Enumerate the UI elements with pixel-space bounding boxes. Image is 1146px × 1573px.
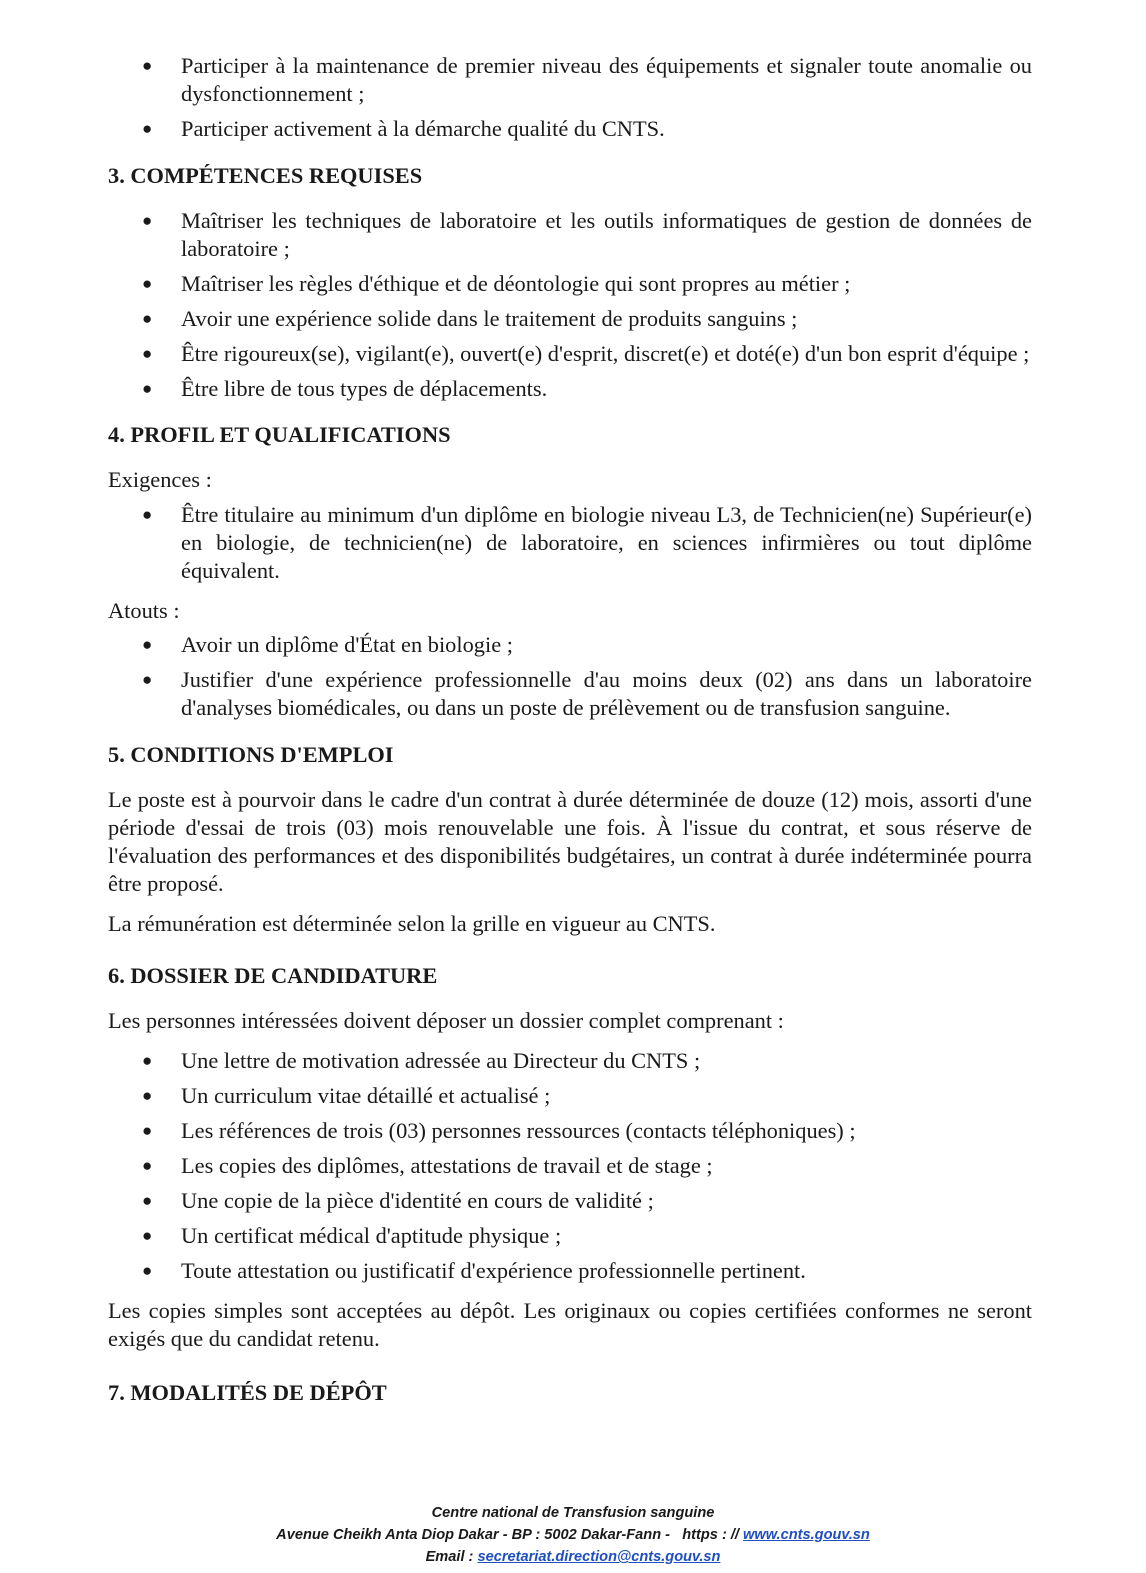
section-title-competences: 3. COMPÉTENCES REQUISES — [108, 163, 423, 188]
conditions-paragraph: Le poste est à pourvoir dans le cadre d'un contrat à durée déterminée de douze (12) mois, assorti d'une période d'essai de trois (03) mois renouvelable une fois. À l'issue du contrat, et sous réserve de l'évaluation des performances et des disponibilités budgétaires, un contrat à durée indéterminée pourra être proposé. — [108, 787, 1032, 896]
bullet-icon: ● — [142, 1261, 153, 1280]
list-item-text: Être rigoureux(se), vigilant(e), ouvert(e) d'esprit, discret(e) et doté(e) d'un bon esprit d'équipe ; — [181, 341, 1030, 366]
document-page — [108, 52, 1032, 1407]
section-title-dossier: 6. DOSSIER DE CANDIDATURE — [108, 963, 438, 988]
bullet-icon: ● — [142, 1191, 153, 1210]
list-item-text: Avoir un diplôme d'État en biologie ; — [181, 632, 513, 657]
list-item-text: Avoir une expérience solide dans le traitement de produits sanguins ; — [181, 306, 798, 331]
list-item — [142, 270, 1032, 298]
list-item — [142, 340, 1032, 368]
list-item — [142, 115, 1032, 143]
atouts-list — [108, 631, 1032, 722]
footer-email-line — [0, 1546, 1146, 1568]
list-item — [142, 501, 1032, 585]
bullet-icon: ● — [142, 379, 153, 398]
list-item-text: Une lettre de motivation adressée au Directeur du CNTS ; — [181, 1048, 701, 1073]
list-item — [142, 207, 1032, 263]
list-item-text: Les copies des diplômes, attestations de travail et de stage ; — [181, 1153, 713, 1178]
bullet-icon: ● — [142, 1051, 153, 1070]
list-item — [142, 52, 1032, 108]
list-item-text: Une copie de la pièce d'identité en cours de validité ; — [181, 1188, 654, 1213]
list-item-text: Être titulaire au minimum d'un diplôme en biologie niveau L3, de Technicien(ne) Supérieur(e) en biologie, de technicien(ne) de laboratoire, en sciences infirmières ou tout diplôme équivalent. — [181, 502, 1032, 583]
list-item — [142, 666, 1032, 722]
list-item-text: Participer activement à la démarche qualité du CNTS. — [181, 116, 665, 141]
footer-website-link[interactable]: www.cnts.gouv.sn — [743, 1527, 870, 1543]
section-title-conditions: 5. CONDITIONS D'EMPLOI — [108, 742, 394, 767]
bullet-icon: ● — [142, 1156, 153, 1175]
list-item-text: Un certificat médical d'aptitude physique ; — [181, 1223, 562, 1248]
list-item — [142, 1187, 1032, 1215]
bullet-icon: ● — [142, 635, 153, 654]
list-item-text: Justifier d'une expérience professionnelle d'au moins deux (02) ans dans un laboratoire d'analyses biomédicales, ou dans un poste de prélèvement ou de transfusion sanguine. — [181, 667, 1032, 720]
bullet-icon: ● — [142, 1086, 153, 1105]
bullet-icon: ● — [142, 505, 153, 524]
atouts-label: Atouts : — [108, 598, 180, 623]
list-item — [142, 1117, 1032, 1145]
list-item — [142, 1222, 1032, 1250]
footer-https-prefix: https : // — [682, 1527, 739, 1543]
section-title-profil: 4. PROFIL ET QUALIFICATIONS — [108, 422, 451, 447]
competences-list — [108, 207, 1032, 403]
list-item-text: Les références de trois (03) personnes ressources (contacts téléphoniques) ; — [181, 1118, 856, 1143]
footer-org-name: Centre national de Transfusion sanguine — [431, 1505, 715, 1521]
list-item — [142, 375, 1032, 403]
dossier-list — [108, 1047, 1032, 1285]
bullet-icon: ● — [142, 119, 153, 138]
bullet-icon: ● — [142, 1226, 153, 1245]
bullet-icon: ● — [142, 344, 153, 363]
footer-address-line — [0, 1524, 1146, 1546]
bullet-icon: ● — [142, 670, 153, 689]
list-item — [142, 1082, 1032, 1110]
intro-bullet-list — [108, 52, 1032, 143]
exigences-label: Exigences : — [108, 467, 212, 492]
bullet-icon: ● — [142, 274, 153, 293]
remuneration-paragraph: La rémunération est déterminée selon la grille en vigueur au CNTS. — [108, 911, 716, 936]
list-item — [142, 1257, 1032, 1285]
section-title-modalites: 7. MODALITÉS DE DÉPÔT — [108, 1380, 387, 1405]
footer-email-label: Email : — [425, 1549, 474, 1565]
list-item-text: Participer à la maintenance de premier niveau des équipements et signaler toute anomalie ou dysfonctionnement ; — [181, 53, 1032, 106]
list-item-text: Être libre de tous types de déplacements. — [181, 376, 548, 401]
list-item-text: Un curriculum vitae détaillé et actualisé ; — [181, 1083, 551, 1108]
footer-address: Avenue Cheikh Anta Diop Dakar - BP : 5002 Dakar-Fann - — [276, 1527, 671, 1543]
list-item-text: Maîtriser les techniques de laboratoire et les outils informatiques de gestion de données de laboratoire ; — [181, 208, 1032, 261]
page-footer — [0, 1502, 1146, 1568]
list-item-text: Maîtriser les règles d'éthique et de déontologie qui sont propres au métier ; — [181, 271, 851, 296]
list-item-text: Toute attestation ou justificatif d'expérience professionnelle pertinent. — [181, 1258, 806, 1283]
bullet-icon: ● — [142, 1121, 153, 1140]
list-item — [142, 631, 1032, 659]
bullet-icon: ● — [142, 56, 153, 75]
footer-email-link[interactable]: secretariat.direction@cnts.gouv.sn — [477, 1549, 721, 1565]
dossier-intro: Les personnes intéressées doivent déposer un dossier complet comprenant : — [108, 1008, 784, 1033]
bullet-icon: ● — [142, 211, 153, 230]
bullet-icon: ● — [142, 309, 153, 328]
list-item — [142, 305, 1032, 333]
list-item — [142, 1047, 1032, 1075]
list-item — [142, 1152, 1032, 1180]
exigences-list — [108, 501, 1032, 585]
dossier-outro: Les copies simples sont acceptées au dépôt. Les originaux ou copies certifiées conformes ne seront exigés que du candidat retenu. — [108, 1298, 1032, 1351]
